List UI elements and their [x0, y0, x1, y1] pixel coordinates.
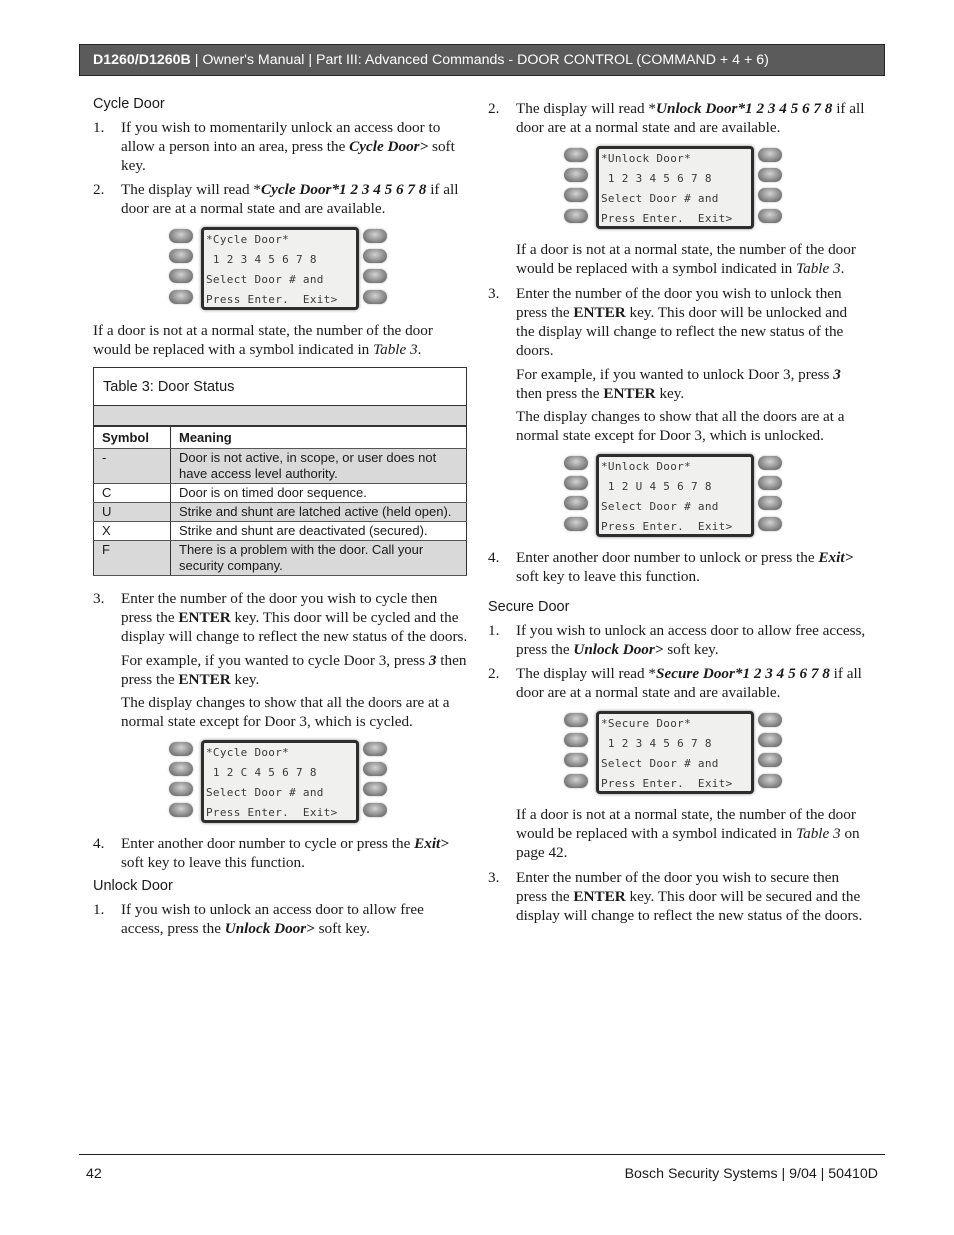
soft-key-left	[564, 496, 588, 510]
lcd-screen	[596, 146, 754, 229]
step-number: 3.	[488, 285, 500, 302]
soft-key-right	[363, 290, 387, 304]
lcd-line: Press Enter. Exit>	[206, 293, 338, 306]
lcd-line: *Unlock Door*	[601, 460, 691, 473]
lcd-screen	[596, 711, 754, 794]
left-column	[93, 95, 468, 943]
display-text: Unlock Door*1 2 3 4 5 6 7 8	[656, 100, 833, 117]
table-row	[94, 484, 467, 503]
soft-key-right	[363, 742, 387, 756]
lcd-screen	[596, 454, 754, 537]
footer-divider	[79, 1154, 885, 1155]
lcd-line: Press Enter. Exit>	[601, 212, 733, 225]
note-text: .	[417, 341, 422, 358]
soft-key-right	[363, 249, 387, 263]
soft-key-left	[564, 209, 588, 223]
unlock-example-result: The display changes to show that all the doors are at a normal state except for Door 3, which is unlocked.	[516, 408, 845, 444]
keypad-display	[167, 737, 393, 825]
soft-key-right	[758, 753, 782, 767]
example-text: then press the	[121, 652, 467, 688]
step-text: Enter another door number to cycle or press the	[121, 835, 415, 852]
step-number: 3.	[93, 590, 105, 607]
soft-key-left	[564, 733, 588, 747]
note-text: on page 42.	[516, 825, 860, 861]
secure-step-3	[488, 868, 868, 925]
unlock-example	[488, 365, 868, 403]
step-text: Enter the number of the door you wish to unlock then press the	[516, 285, 842, 321]
step-text: if all door are at a normal state and are available.	[516, 100, 865, 136]
header-title: | Owner's Manual | Part III: Advanced Commands - DOOR CONTROL (COMMAND + 4 + 6)	[190, 52, 769, 68]
display-text: Cycle Door*1 2 3 4 5 6 7 8	[261, 181, 427, 198]
unlock-door-heading: Unlock Door	[93, 878, 173, 894]
meaning-cell: Door is not active, in scope, or user does not have access level authority.	[171, 449, 467, 484]
key-number: 3	[428, 652, 437, 669]
footer-publisher: Bosch Security Systems | 9/04 | 50410D	[624, 1166, 878, 1182]
table-caption: Table 3: Door Status	[93, 367, 467, 406]
step-text: key. This door will be secured and the display will change to reflect the new status of the doors.	[516, 888, 863, 924]
soft-key-left	[169, 249, 193, 263]
lcd-line: 1 2 3 4 5 6 7 8	[206, 253, 317, 266]
unlock-step-2	[488, 99, 868, 137]
table-row	[94, 541, 467, 576]
soft-key-label: Unlock Door>	[573, 641, 664, 658]
soft-key-left	[564, 713, 588, 727]
unlock-step-3	[488, 284, 868, 360]
step-number: 1.	[488, 622, 500, 639]
cycle-example	[93, 651, 468, 689]
soft-key-left	[564, 188, 588, 202]
key-label: ENTER	[573, 888, 626, 905]
lcd-screen	[201, 227, 359, 310]
meaning-cell: Strike and shunt are deactivated (secured).	[171, 522, 467, 541]
note-text: If a door is not at a normal state, the number of the door would be replaced with a symbol indicated in	[516, 806, 856, 842]
example-text: then press the	[516, 385, 604, 402]
step-text: The display will read *	[121, 181, 262, 198]
soft-key-right	[758, 496, 782, 510]
keypad-display	[562, 708, 788, 796]
cycle-step-3	[93, 589, 468, 646]
key-label: ENTER	[178, 609, 231, 626]
key-label: ENTER	[178, 671, 231, 688]
soft-key-left	[564, 476, 588, 490]
lcd-line: Select Door # and	[601, 192, 719, 205]
step-text: if all door are at a normal state and are available.	[121, 181, 459, 217]
soft-key-label: Unlock Door>	[224, 920, 315, 937]
soft-key-left	[564, 148, 588, 162]
step-text: soft key.	[121, 138, 455, 174]
keypad-display	[562, 143, 788, 231]
soft-key-right	[758, 476, 782, 490]
lcd-line: Select Door # and	[601, 757, 719, 770]
table-spacer	[93, 406, 467, 426]
symbol-cell: U	[94, 503, 171, 522]
cycle-note	[93, 321, 468, 359]
meaning-cell: Door is on timed door sequence.	[171, 484, 467, 503]
key-label: ENTER	[573, 304, 626, 321]
lcd-line: 1 2 3 4 5 6 7 8	[601, 737, 712, 750]
soft-key-right	[363, 229, 387, 243]
lcd-line: Select Door # and	[601, 500, 719, 513]
step-text: soft key.	[663, 641, 719, 658]
table-header-row	[94, 427, 467, 449]
step-text: soft key.	[314, 920, 370, 937]
soft-key-right	[363, 269, 387, 283]
step-text: If you wish to momentarily unlock an access door to allow a person into an area, press the	[121, 119, 441, 155]
soft-key-right	[758, 774, 782, 788]
step-text: If you wish to unlock an access door to allow free access, press the	[121, 901, 424, 937]
key-number: 3	[833, 366, 841, 383]
secure-note	[488, 805, 868, 862]
cycle-example-result: The display changes to show that all the doors are at a normal state except for Door 3, which is cycled.	[121, 694, 450, 730]
symbol-cell: -	[94, 449, 171, 484]
step-number: 1.	[93, 119, 105, 136]
table-reference: Table 3	[796, 825, 841, 842]
page-number: 42	[86, 1166, 102, 1182]
cycle-step-4	[93, 834, 468, 872]
lcd-line: *Cycle Door*	[206, 233, 290, 246]
lcd-line: Press Enter. Exit>	[206, 806, 338, 819]
keypad-display	[562, 451, 788, 539]
unlock-step-1	[93, 900, 468, 938]
display-text: Secure Door*1 2 3 4 5 6 7 8	[656, 665, 830, 682]
column-header-meaning: Meaning	[171, 427, 467, 449]
unlock-note	[488, 240, 868, 278]
lcd-line: Select Door # and	[206, 786, 324, 799]
soft-key-right	[363, 762, 387, 776]
lcd-line: 1 2 U 4 5 6 7 8	[601, 480, 712, 493]
soft-key-left	[169, 803, 193, 817]
example-text: key.	[655, 385, 685, 402]
soft-key-right	[363, 803, 387, 817]
step-number: 2.	[488, 665, 500, 682]
cycle-step-2	[93, 180, 468, 218]
column-header-symbol: Symbol	[94, 427, 171, 449]
table-reference: Table 3	[373, 341, 418, 358]
soft-key-right	[363, 782, 387, 796]
soft-key-left	[564, 456, 588, 470]
cycle-step-1	[93, 118, 468, 175]
soft-key-label: Exit>	[818, 549, 854, 566]
soft-key-left	[169, 782, 193, 796]
example-text: For example, if you wanted to unlock Door 3, press	[516, 366, 834, 383]
lcd-line: *Cycle Door*	[206, 746, 290, 759]
lcd-screen	[201, 740, 359, 823]
note-text: If a door is not at a normal state, the number of the door would be replaced with a symbol indicated in	[93, 322, 433, 358]
soft-key-left	[169, 269, 193, 283]
lcd-line: Select Door # and	[206, 273, 324, 286]
meaning-cell: Strike and shunt are latched active (held open).	[171, 503, 467, 522]
step-number: 4.	[488, 549, 500, 566]
right-column	[488, 99, 868, 930]
soft-key-right	[758, 456, 782, 470]
table-row	[94, 449, 467, 484]
soft-key-right	[758, 713, 782, 727]
unlock-step-4	[488, 548, 868, 586]
keypad-display	[167, 224, 393, 312]
example-text: For example, if you wanted to cycle Door 3, press	[121, 652, 429, 669]
lcd-line: Press Enter. Exit>	[601, 777, 733, 790]
table-reference: Table 3	[796, 260, 841, 277]
soft-key-left	[169, 762, 193, 776]
secure-step-2	[488, 664, 868, 702]
step-text: if all door are at a normal state and are available.	[516, 665, 862, 701]
table-row	[94, 503, 467, 522]
step-text: Enter another door number to unlock or press the	[516, 549, 819, 566]
symbol-cell: X	[94, 522, 171, 541]
step-text: soft key to leave this function.	[121, 854, 305, 871]
soft-key-left	[169, 229, 193, 243]
step-number: 3.	[488, 869, 500, 886]
step-text: soft key to leave this function.	[516, 568, 700, 585]
page-header	[79, 44, 885, 76]
soft-key-right	[758, 188, 782, 202]
soft-key-label: Cycle Door>	[349, 138, 429, 155]
meaning-cell: There is a problem with the door. Call your security company.	[171, 541, 467, 576]
step-text: key. This door will be cycled and the display will change to reflect the new status of the doors.	[121, 609, 468, 645]
symbol-cell: F	[94, 541, 171, 576]
header-model: D1260/D1260B	[93, 52, 191, 68]
lcd-line: *Secure Door*	[601, 717, 691, 730]
key-label: ENTER	[603, 385, 656, 402]
soft-key-left	[564, 168, 588, 182]
door-status-table	[93, 426, 467, 576]
example-text: key.	[230, 671, 260, 688]
note-text: If a door is not at a normal state, the number of the door would be replaced with a symbol indicated in	[516, 241, 856, 277]
step-number: 2.	[93, 181, 105, 198]
step-text: The display will read *	[516, 100, 657, 117]
cycle-door-heading: Cycle Door	[93, 96, 165, 112]
lcd-line: 1 2 3 4 5 6 7 8	[601, 172, 712, 185]
step-number: 1.	[93, 901, 105, 918]
soft-key-right	[758, 517, 782, 531]
secure-door-heading: Secure Door	[488, 599, 570, 615]
soft-key-right	[758, 733, 782, 747]
symbol-cell: C	[94, 484, 171, 503]
soft-key-left	[169, 742, 193, 756]
soft-key-right	[758, 148, 782, 162]
step-number: 4.	[93, 835, 105, 852]
soft-key-left	[564, 753, 588, 767]
lcd-line: 1 2 C 4 5 6 7 8	[206, 766, 317, 779]
lcd-line: Press Enter. Exit>	[601, 520, 733, 533]
step-text: If you wish to unlock an access door to allow free access, press the	[516, 622, 866, 658]
soft-key-left	[564, 774, 588, 788]
soft-key-label: Exit>	[414, 835, 449, 852]
step-text: The display will read *	[516, 665, 657, 682]
table-row	[94, 522, 467, 541]
lcd-line: *Unlock Door*	[601, 152, 691, 165]
step-number: 2.	[488, 100, 500, 117]
step-text: Enter the number of the door you wish to cycle then press the	[121, 590, 438, 626]
soft-key-left	[169, 290, 193, 304]
step-text: key. This door will be unlocked and the display will change to reflect the new status of the doors.	[516, 304, 848, 359]
note-text: .	[840, 260, 845, 277]
soft-key-right	[758, 209, 782, 223]
soft-key-right	[758, 168, 782, 182]
secure-step-1	[488, 621, 868, 659]
soft-key-left	[564, 517, 588, 531]
step-text: Enter the number of the door you wish to secure then press the	[516, 869, 840, 905]
